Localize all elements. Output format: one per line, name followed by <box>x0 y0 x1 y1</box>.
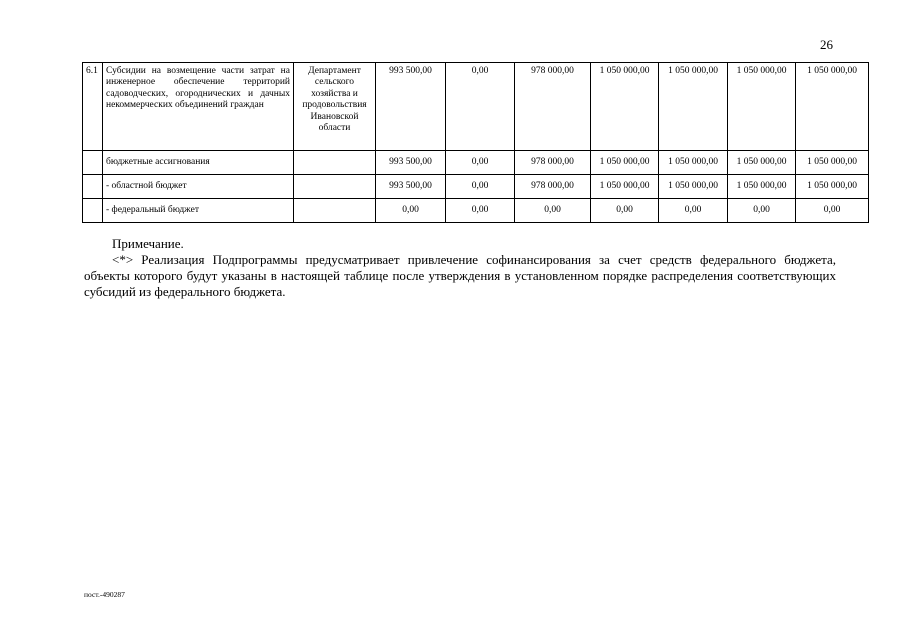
table-cell: 1 050 000,00 <box>659 175 728 199</box>
table-row <box>83 63 869 151</box>
row-label: - федеральный бюджет <box>103 199 294 223</box>
table-cell: 0,00 <box>446 175 515 199</box>
table-cell: 0,00 <box>591 199 659 223</box>
table-cell: 993 500,00 <box>376 63 446 151</box>
table-cell: 1 050 000,00 <box>728 151 796 175</box>
table-cell: 1 050 000,00 <box>796 63 869 151</box>
table-cell: 1 050 000,00 <box>659 63 728 151</box>
table-cell: 978 000,00 <box>515 151 591 175</box>
note-section <box>84 236 836 300</box>
table-cell: 1 050 000,00 <box>591 151 659 175</box>
empty-cell <box>294 199 376 223</box>
empty-cell <box>83 151 103 175</box>
table-cell: 0,00 <box>659 199 728 223</box>
table-cell: 0,00 <box>796 199 869 223</box>
table-cell: 0,00 <box>446 63 515 151</box>
empty-cell <box>83 199 103 223</box>
row-label: бюджетные ассигнования <box>103 151 294 175</box>
table-cell: 0,00 <box>446 199 515 223</box>
row-description: Субсидии на возмещение части затрат на инженерное обеспечение территорий садоводческих, огороднических и дачных некоммерческих объединений граждан <box>103 63 294 151</box>
table-cell: 978 000,00 <box>515 63 591 151</box>
table-cell: 1 050 000,00 <box>796 151 869 175</box>
row-label: - областной бюджет <box>103 175 294 199</box>
table-row <box>83 175 869 199</box>
empty-cell <box>294 151 376 175</box>
budget-table <box>82 62 869 223</box>
table-cell: 1 050 000,00 <box>659 151 728 175</box>
table-cell: 0,00 <box>376 199 446 223</box>
table-cell: 993 500,00 <box>376 151 446 175</box>
row-department: Департамент сельского хозяйства и продовольствия Ивановской области <box>294 63 376 151</box>
table-cell: 1 050 000,00 <box>728 175 796 199</box>
table-cell: 1 050 000,00 <box>591 63 659 151</box>
table-cell: 0,00 <box>446 151 515 175</box>
empty-cell <box>83 175 103 199</box>
note-title: Примечание. <box>112 236 184 251</box>
table-cell: 993 500,00 <box>376 175 446 199</box>
table-cell: 1 050 000,00 <box>796 175 869 199</box>
table-cell: 1 050 000,00 <box>591 175 659 199</box>
table-row <box>83 151 869 175</box>
table-cell: 1 050 000,00 <box>728 63 796 151</box>
empty-cell <box>294 175 376 199</box>
table-row <box>83 199 869 223</box>
table-cell: 0,00 <box>728 199 796 223</box>
table-cell: 978 000,00 <box>515 175 591 199</box>
document-code: пост.-490287 <box>84 590 125 599</box>
note-text: <*> Реализация Подпрограммы предусматривает привлечение софинансирования за счет средств федерального бюджета, объекты которого будут указаны в настоящей таблице после утверждения в установленном порядке распределения соответствующих субсидий из федерального бюджета. <box>84 252 836 299</box>
page-number: 26 <box>820 37 833 52</box>
row-number: 6.1 <box>83 63 103 151</box>
table-cell: 0,00 <box>515 199 591 223</box>
